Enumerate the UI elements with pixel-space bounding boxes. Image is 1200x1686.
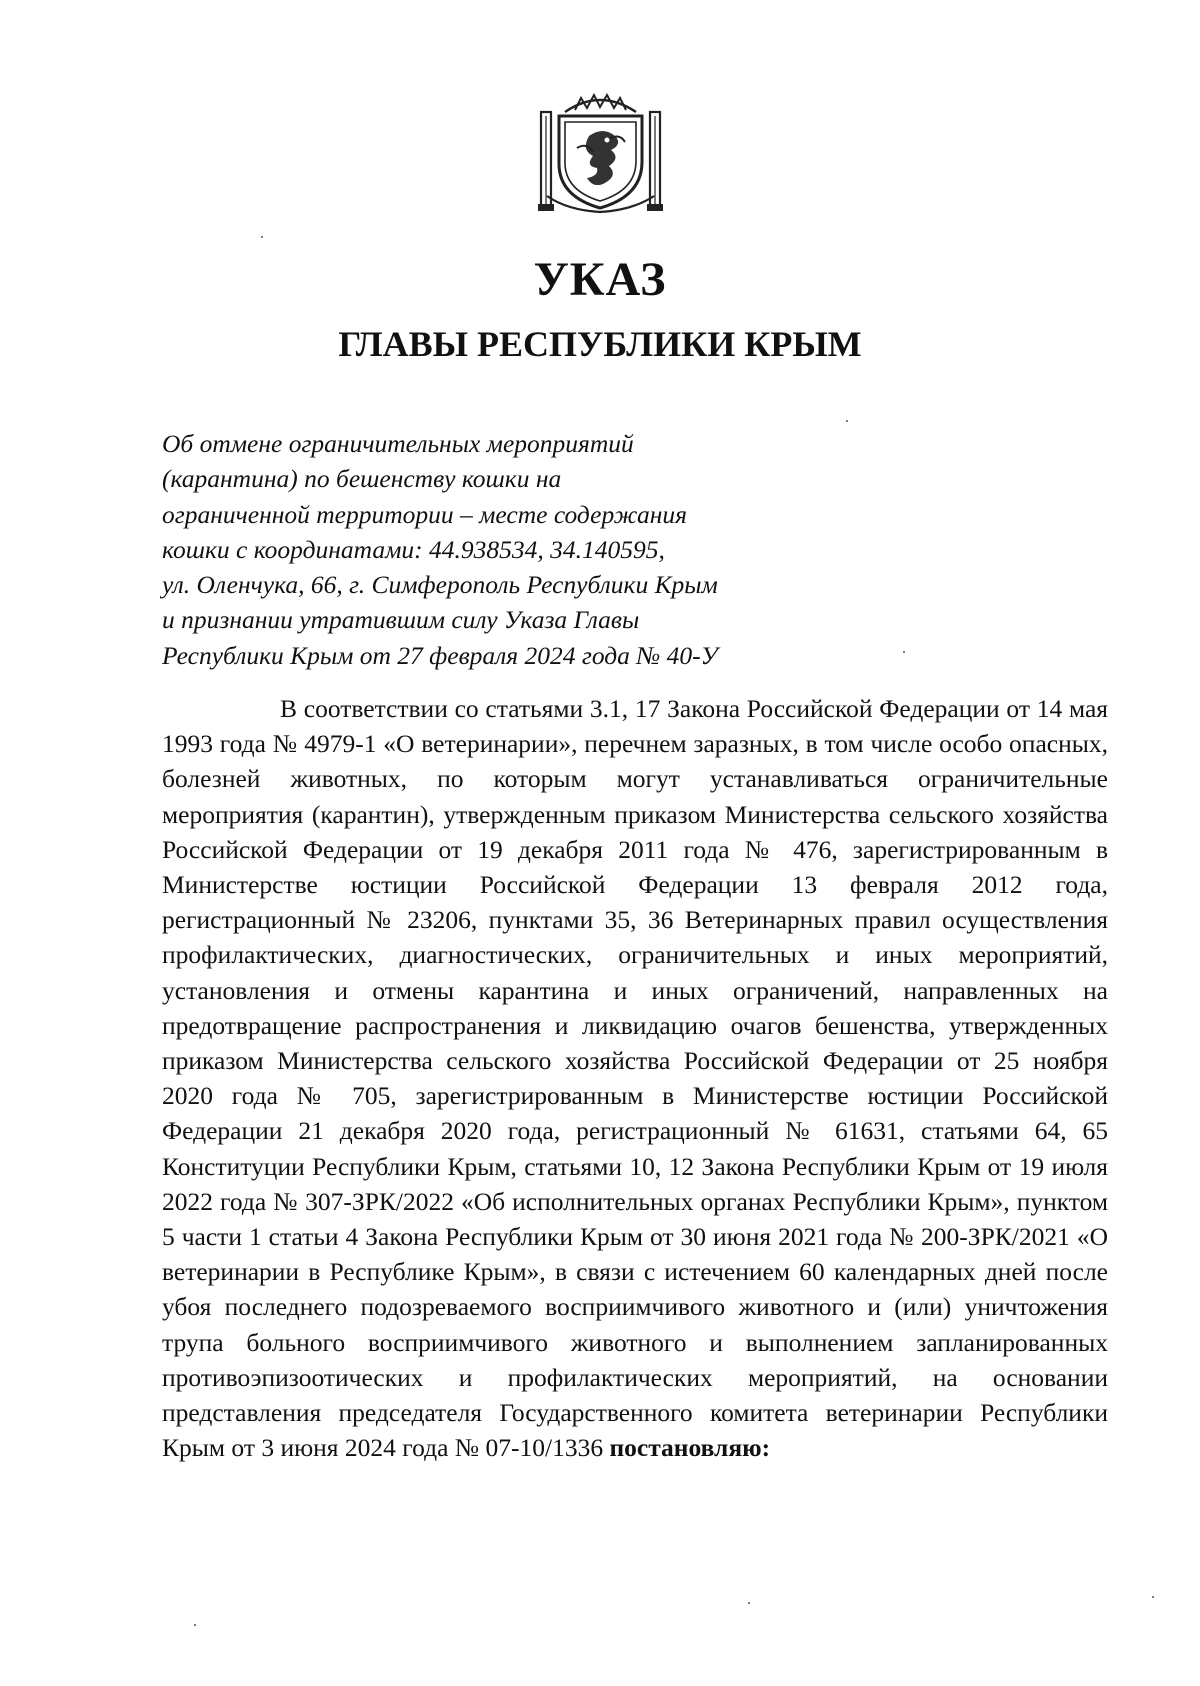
preamble-paragraph [162, 691, 1108, 1465]
scan-speck [903, 651, 905, 653]
scan-speck [194, 1624, 196, 1626]
decree-subject [162, 426, 862, 673]
document-title: УКАЗ [533, 253, 667, 306]
scan-speck [261, 236, 263, 238]
preamble-text: В соответствии со статьями 3.1, 17 Закона Российской Федерации от 14 мая 1993 года № 4979-1 «О ветеринарии», перечнем заразных, в том числе особо опасных, болезней животных, по которым могут устанавливаться ограничительные мероприятия (карантин), утвержденным приказом Министерства сельского хозяйства Российской Федерации от 19 декабря 2011 года № 476, зарегистрированным в Министерстве юстиции Российской Федерации 13 февраля 2012 года, регистрационный № 23206, пунктами 35, 36 Ветеринарных правил осуществления профилактических, диагностических, ограничительных и иных мероприятий, установления и отмены карантина и иных ограничений, направленных на предотвращение распространения и ликвидацию очагов бешенства, утвержденных приказом Министерства сельского хозяйства Российской Федерации от 25 ноября 2020 года № 705, зарегистрированным в Министерстве юстиции Российской Федерации 21 декабря 2020 года, регистрационный № 61631, статьями 64, 65 Конституции Республики Крым, статьями 10, 12 Закона Республики Крым от 19 июля 2022 года № 307-ЗРК/2022 «Об исполнительных органах Республики Крым», пунктом 5 части 1 статьи 4 Закона Республики Крым от 30 июня 2021 года № 200-ЗРК/2021 «О ветеринарии в Республике Крым», в связи с истечением 60 календарных дней после убоя последнего подозреваемого восприимчивого животного и (или) уничтожения трупа больного восприимчивого животного и выполнением запланированных противоэпизоотических и профилактических мероприятий, на основании представления председателя Государственного комитета ветеринарии Республики Крым от 3 июня 2024 года № 07-10/1336 [162, 694, 1108, 1463]
document-subtitle: ГЛАВЫ РЕСПУБЛИКИ КРЫМ [338, 324, 862, 364]
subject-line: кошки с координатами: 44.938534, 34.140595, [162, 534, 665, 564]
scan-speck [748, 1602, 750, 1604]
crimea-coat-of-arms-icon [537, 92, 664, 214]
resolution-keyword: постановляю: [609, 1433, 771, 1463]
subject-line: и признании утратившим силу Указа Главы [162, 605, 640, 635]
subject-line: (карантина) по бешенству кошки на [162, 464, 562, 494]
subject-line: ограниченной территории – месте содержания [162, 499, 687, 529]
subject-line: Республики Крым от 27 февраля 2024 года № 40-У [162, 640, 718, 670]
scan-speck [1152, 1596, 1154, 1598]
subject-line: Об отмене ограничительных мероприятий [162, 429, 634, 458]
scan-speck [846, 420, 848, 422]
subject-line: ул. Оленчука, 66, г. Симферополь Республики Крым [162, 570, 718, 600]
